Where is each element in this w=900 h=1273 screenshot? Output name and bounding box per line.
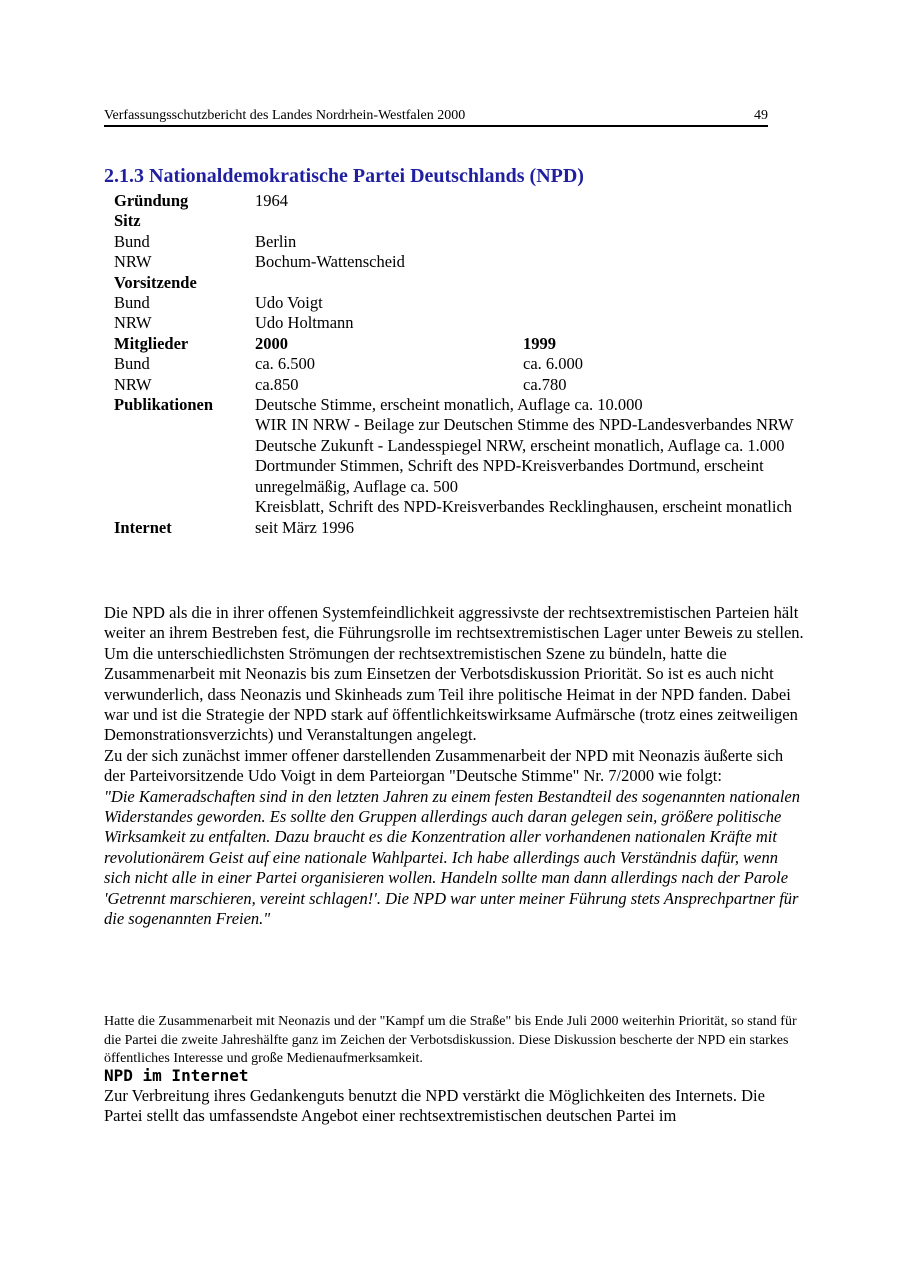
block-quote: "Die Kameradschaften sind in den letzten Jahren zu einem festen Bestandteil des sogenannten nationalen Widerstandes geworden. Es sollte den Gruppen allerdings auch daran gelegen sein, größere politische Wirksamkeit zu entfalten. Dazu braucht es die Konzentration aller vorhandenen nationalen Kräfte mit revolutionärem Geist auf eine nationale Wahlpartei. Ich habe allerdings auch Verständnis dafür, wenn sich nicht alle in einer Partei organisieren wollen. Handeln sollte man dann allerdings nach der Parole 'Getrennt marschieren, vereint schlagen!'. Die NPD war unter meiner Führung stets Ansprechpartner für die sogenannten Freien." (104, 786, 800, 929)
fact-row-vors-nrw (114, 313, 804, 333)
fact-label: Bund (114, 231, 150, 251)
fact-label: Gründung (114, 191, 189, 210)
fact-value: Bochum-Wattenscheid (255, 252, 405, 272)
fact-value: seit März 1996 (255, 517, 354, 537)
fact-value: Udo Voigt (255, 293, 323, 313)
publication-item: Deutsche Zukunft - Landesspiegel NRW, erscheint monatlich, Auflage ca. 1.000 (255, 435, 785, 455)
fact-value: ca.850 (255, 374, 299, 394)
fact-row-vors-bund (114, 293, 804, 313)
paragraph: Hatte die Zusammenarbeit mit Neonazis und der "Kampf um die Straße" bis Ende Juli 2000 weiterhin Priorität, so stand für die Partei die zweite Jahreshälfte ganz im Zeichen der Verbotsdiskussion. Diese Diskussion bescherte der NPD ein starkes öffentliches Interesse und große Medienaufmerksamkeit. (104, 1014, 797, 1066)
publication-list (255, 395, 804, 517)
header-title: Verfassungsschutzbericht des Landes Nordrhein-Westfalen 2000 (104, 108, 466, 123)
fact-row-gruendung (114, 191, 804, 211)
fact-row-sitz (114, 211, 804, 231)
section-title: 2.1.3 Nationaldemokratische Partei Deutschlands (NPD) (104, 165, 584, 187)
fact-label: Mitglieder (114, 333, 189, 353)
page-number: 49 (754, 108, 768, 123)
fact-row-mit-nrw (114, 375, 804, 395)
paragraph: Zur Verbreitung ihres Gedankenguts benutzt die NPD verstärkt die Möglichkeiten des Internets. Die Partei stellt das umfassendste Angebot einer rechtsextremistischen deutschen Partei im (104, 1086, 765, 1126)
fact-label: NRW (114, 313, 152, 333)
fact-label: Vorsitzende (114, 272, 197, 292)
paragraph: Die NPD als die in ihrer offenen Systemfeindlichkeit aggressivste der rechtsextremistischen Parteien hält weiter an ihrem Bestreben fest, die Führungsrolle im rechtsextremistischen Lager unter Beweis zu stellen. Um die unterschiedlichsten Strömungen der rechtsextremistischen Szene zu bündeln, hatte die Zusammenarbeit mit Neonazis bis zum Einsetzen der Verbotsdiskussion Priorität. So ist es auch nicht verwunderlich, dass Neonazis und Skinheads zum Teil ihre politische Heimat in der NPD fanden. Dabei war und ist die Strategie der NPD stark auf öffentlichkeitswirksame Aufmärsche (trotz eines zeitweiligen Demonstrationsverzichts) und Veranstaltungen angelegt. (104, 603, 804, 745)
paragraph: Zu der sich zunächst immer offener darstellenden Zusammenarbeit der NPD mit Neonazis äußerte sich der Parteivorsitzende Udo Voigt in dem Parteiorgan "Deutsche Stimme" Nr. 7/2000 wie folgt: (104, 745, 784, 786)
fact-value: ca. 6.500 (255, 354, 316, 374)
publication-item: Deutsche Stimme, erscheint monatlich, Auflage ca. 10.000 (255, 395, 643, 415)
fact-value: Berlin (255, 231, 297, 251)
fact-row-publikationen (114, 395, 804, 517)
page-header (104, 107, 768, 127)
year-header-1999: 1999 (523, 333, 556, 353)
fact-label: Bund (114, 293, 150, 313)
fact-value: ca. 6.000 (523, 354, 584, 374)
fact-row-mit-bund (114, 354, 804, 374)
fact-value: 1964 (255, 191, 288, 210)
fact-label: NRW (114, 252, 152, 272)
publication-item: Kreisblatt, Schrift des NPD-Kreisverbandes Recklinghausen, erscheint monatlich (255, 497, 793, 517)
publication-item: WIR IN NRW - Beilage zur Deutschen Stimme des NPD-Landesverbandes NRW (255, 415, 794, 435)
publication-item: Dortmunder Stimmen, Schrift des NPD-Kreisverbandes Dortmund, erscheint unregelmäßig, Auflage ca. 500 (255, 456, 764, 496)
fact-value: Udo Holtmann (255, 313, 354, 333)
fact-label: Bund (114, 354, 150, 374)
fact-label: Sitz (114, 211, 141, 231)
fact-label: Publikationen (114, 395, 214, 415)
subheading: NPD im Internet (104, 1066, 249, 1085)
fact-row-internet (114, 518, 804, 538)
fact-row-vorsitzende (114, 273, 804, 293)
fact-row-mitglieder (114, 334, 804, 354)
fact-label: NRW (114, 374, 152, 394)
fact-label: Internet (114, 517, 172, 537)
fact-table (114, 191, 804, 538)
fact-row-sitz-nrw (114, 252, 804, 272)
year-header-2000: 2000 (255, 333, 288, 353)
fact-row-sitz-bund (114, 232, 804, 252)
body-text (104, 603, 804, 930)
fact-value: ca.780 (523, 374, 567, 394)
